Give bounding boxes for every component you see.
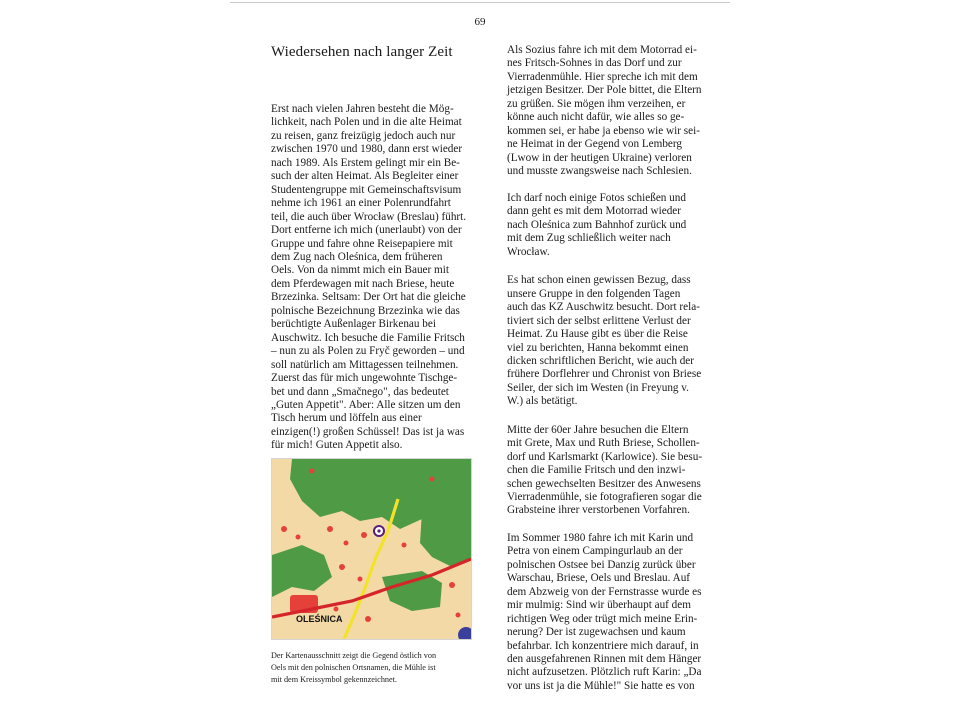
top-rule bbox=[230, 2, 730, 3]
settlement-dot bbox=[402, 543, 407, 548]
paragraph-auschwitz: Es hat schon einen gewissen Bezug, dass unsere Gruppe in den folgenden Tagen auch das KZ Auschwitz besucht. Dort rela- tiviert sich der selbst erlittene Verlust der Heimat. Zu Hause gibt es über die Reise viel zu berichten, Hanna bekommt einen dicken schriftlichen Bericht, wie auch der frühere Dorflehrer und Chronist von Briese Seiler, der sich im Westen (in Freyung v. W.) als betätigt. bbox=[507, 274, 702, 408]
settlement-dot bbox=[358, 577, 363, 582]
settlement-dot bbox=[456, 613, 461, 618]
page-number: 69 bbox=[474, 16, 486, 28]
paragraph-summer-1980: Im Sommer 1980 fahre ich mit Karin und Petra von einem Campingurlaub an der polnischen Ostsee bei Danzig zurück über Warschau, Briese, Oels und Breslau. Auf dem Abzweig von der Fernstrasse wurde es mir mulmig: Sind wir überhaupt auf dem richtigen Weg oder trügt mich meine Erin- nerung? Der ist zugewachsen und kaum befahrbar. Ich konzentriere mich darauf, in den ausgefahrenen Rinnen mit dem Hänger nicht aufzusetzen. Plötzlich ruft Karin: „Da vor uns ist ja die Mühle!" Sie hatte es von bbox=[507, 531, 702, 692]
paragraph-motorcycle: Als Sozius fahre ich mit dem Motorrad ei- nes Fritsch-Sohnes in das Dorf und zur Vierradenmühle. Hier spreche ich mit dem jetzigen Besitzer. Der Pole bittet, die Eltern zu grüßen. Sie mögen ihm verzeihen, er könne auch nicht dafür, wie alles so ge- kommen sei, er habe ja ebenso wie wir sei- ne Heimat in der Gegend von Lemberg (Lwow in der heutigen Ukraine) verloren und musste zwangsweise nach Schlesien. bbox=[507, 44, 702, 178]
mill-circle-center bbox=[377, 529, 380, 532]
settlement-dot bbox=[430, 477, 435, 482]
map-town-label: OLEŚNICA bbox=[296, 614, 343, 624]
settlement-dot bbox=[365, 616, 371, 622]
paragraph-sixties: Mitte der 60er Jahre besuchen die Eltern mit Grete, Max und Ruth Briese, Schollen- dorf und Karlsmarkt (Karlowice). Sie besu- chen die Familie Fritsch und den inzwi- schen gewechselten Besitzer des Anwesens Vierradenmühle, sie fotografieren sogar die Grabsteine ihrer verstorbenen Vorfahren. bbox=[507, 423, 703, 517]
intro-paragraph: Erst nach vielen Jahren besteht die Mög- lichkeit, nach Polen und in die alte Heimat zu reisen, ganz freizügig jedoch auch nur zwischen 1970 und 1980, dann erst wieder nach 1989. Als Erstem gelingt mir ein Be- such der alten Heimat. Als Begleiter einer Studentengruppe mit Gemeinschaftsvisum nehme ich 1961 an einer Polenrundfahrt teil, die auch über Wrocław (Breslau) führt. Dort entferne ich mich (unerlaubt) von der Gruppe und fahre ohne Reisepapiere mit dem Zug nach Oleśnica, dem früheren Oels. Von da nimmt mich ein Bauer mit dem Pferdewagen mit nach Briese, heute Brzezinka. Seltsam: Der Ort hat die gleiche polnische Bezeichnung Brzezinka wie das berüchtigte Außenlager Birkenau bei Auschwitz. Ich besuche die Familie Fritsch – nun zu als Polen zu Fryč geworden – und soll natürlich am Mittagessen teilnehmen. Zuerst das für mich ungewohnte Tischge- bet und dann „Smačnego", das bedeutet „Guten Appetit". Aber: Alle sitzen um den Tisch herum und löffeln aus einer einzigen(!) großen Schüssel! Das ist ja was für mich! Guten Appetit also. bbox=[271, 103, 467, 452]
settlement-dot bbox=[281, 526, 287, 532]
settlement-dot bbox=[339, 564, 345, 570]
settlement-dot bbox=[344, 541, 349, 546]
section-heading: Wiedersehen nach langer Zeit bbox=[271, 44, 453, 60]
settlement-dot bbox=[296, 535, 301, 540]
settlement-dot bbox=[327, 526, 333, 532]
left-column bbox=[271, 103, 474, 453]
settlement-dot bbox=[449, 582, 455, 588]
paragraph-photos: Ich darf noch einige Fotos schießen und dann geht es mit dem Motorrad wieder nach Oleśnica zum Bahnhof zurück und mit dem Zug schließlich weiter nach Wrocław. bbox=[507, 191, 687, 258]
settlement-dot bbox=[310, 469, 315, 474]
map-caption: Der Kartenausschnitt zeigt die Gegend östlich von Oels mit den polnischen Ortsnamen, die Mühle ist mit dem Kreissymbol gekennzeichnet. bbox=[271, 651, 437, 684]
map-image bbox=[271, 458, 472, 640]
right-column bbox=[507, 44, 712, 693]
map-graphic bbox=[272, 459, 471, 639]
settlement-dot bbox=[334, 607, 339, 612]
settlement-dot bbox=[361, 532, 367, 538]
